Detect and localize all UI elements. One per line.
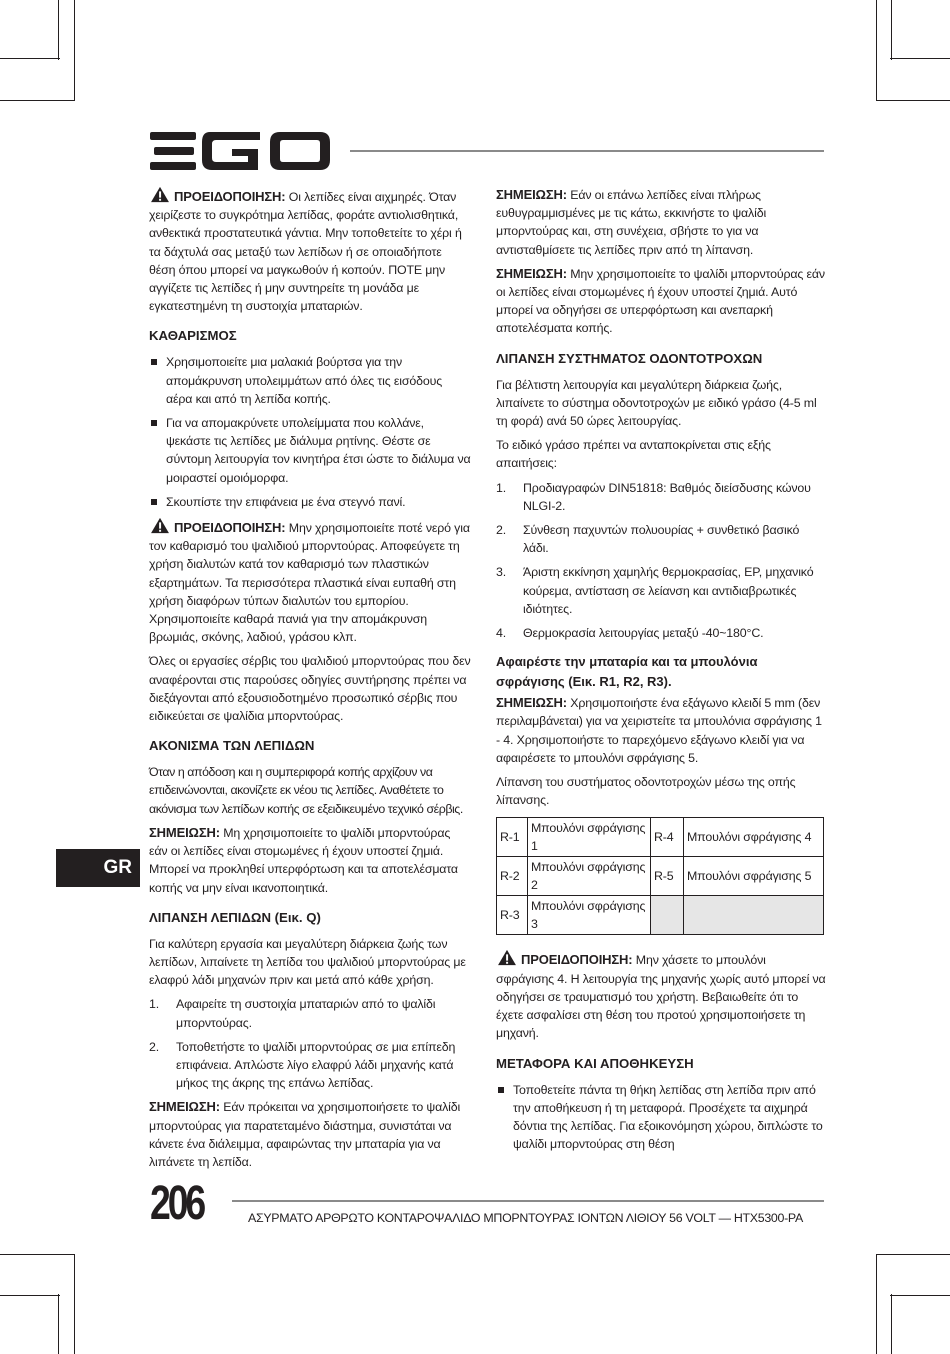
crop-mark <box>74 0 75 100</box>
list-item <box>149 353 471 408</box>
step-text: Τοποθετήστε το ψαλίδι μπορντούρας σε μια επίπεδη επιφάνεια. Απλώστε λίγο ελαφρύ λάδι μηχανής κατά μήκος της άκρης της επάνω λεπίδας. <box>176 1039 456 1091</box>
cleaning-warning <box>149 517 471 646</box>
list-item <box>149 493 471 511</box>
gear-lube-text: Το ειδικό γράσο πρέπει να ανταποκρίνεται στις εξής απαιτήσεις: <box>496 438 771 471</box>
cleaning-bullets <box>149 353 471 511</box>
seal-bolt-table <box>496 817 824 935</box>
bullet-square-icon <box>498 1087 504 1093</box>
step-number: 1. <box>496 480 507 495</box>
storage-bullets <box>496 1081 826 1154</box>
crop-mark <box>876 1254 877 1354</box>
table-row <box>497 896 824 935</box>
storage-heading: ΜΕΤΑΦΟΡΑ ΚΑΙ ΑΠΟΘΗΚΕΥΣΗ <box>496 1055 694 1071</box>
bullet-square-icon <box>151 420 157 426</box>
note-label: ΣΗΜΕΙΩΣΗ: <box>149 824 220 840</box>
table-cell: R-5 <box>651 857 684 896</box>
crop-mark <box>58 1294 59 1354</box>
step-number: 4. <box>496 626 507 641</box>
list-item <box>149 995 471 1031</box>
step-text: Προδιαγραφών DIN51818: Βαθμός διείσδυσης κώνου NLGI-2. <box>523 480 811 513</box>
step-text: Θερμοκρασία λειτουργίας μεταξύ -40~180°C. <box>523 626 764 641</box>
table-cell: Μπουλόνι σφράγισης 4 <box>684 818 824 857</box>
sharpening-note <box>149 824 471 897</box>
list-item <box>496 521 826 557</box>
warning-triangle-icon <box>496 949 518 966</box>
note-text: Εάν οι επάνω λεπίδες είναι πλήρως ευθυγραμμισμένες με τις κάτω, εκκινήστε το ψαλίδι μπορντούρας και, στη συνέχεια, σβήστε το για να αντισταθμίσετε τις λεπίδες πριν από τη λίπανση. <box>496 188 767 257</box>
list-item <box>149 414 471 487</box>
footer-rule <box>232 1200 824 1202</box>
warning-text: Μην χάσετε το μπουλόνι σφράγισης 4. Η λειτουργία της μηχανής χωρίς αυτό μπορεί να οδηγήσει σε τραυματισμό του χρήστη. Βεβαιωθείτε ότι το έχετε ασφαλίσει στη θέση του προτού χρησιμοποιήσετε τη μηχανή. <box>496 953 826 1041</box>
remove-battery-heading: Αφαιρέστε την μπαταρία και τα μπουλόνια σφράγισης (Εικ. R1, R2, R3). <box>496 654 758 690</box>
right-column <box>496 186 826 1159</box>
note-text: Εάν πρόκειται να χρησιμοποιήσετε το ψαλίδι μπορντούρας για παρατεταμένο διάστημα, συνιστάται να κάνετε ένα διάλειμμα, αφαιρώντας την μπαταρία για να λιπάνετε τη λεπίδα. <box>149 1100 461 1169</box>
note-label: ΣΗΜΕΙΩΣΗ: <box>496 265 567 281</box>
crop-mark <box>891 1294 892 1354</box>
service-paragraph: Όλες οι εργασίες σέρβις του ψαλιδιού μπορντούρας που δεν αναφέρονται στις παρούσες οδηγίες συντήρησης πρέπει να διεξάγονται από εξουσιοδοτημένο προσωπικό σέρβις που ειδικεύεται σε ψαλίδια μπορντούρας. <box>149 654 471 724</box>
ego-logo <box>150 130 330 172</box>
warning-text: Μην χρησιμοποιείτε ποτέ νερό για τον καθαρισμό του ψαλιδιού μπορντούρας. Αποφεύγετε τη χρήση διαλυτών κατά τον καθαρισμό των πλαστικών εξαρτημάτων. Τα περισσότερα πλαστικά είναι ευπαθή στη χρήση διαφόρων τύπων διαλυτών του εμπορίου. Χρησιμοποιείτε καθαρά πανιά για την απομάκρυνση βρωμιάς, σκόνης, λαδιού, γράσου κλπ. <box>149 521 470 645</box>
bullet-text: Χρησιμοποιείτε μια μαλακιά βούρτσα για την απομάκρυνση υπολειμμάτων από όλες τις εισόδους αέρα και από τη λεπίδα κοπής. <box>166 355 443 406</box>
bullet-text: Σκουπίστε την επιφάνεια με ένα στεγνό πανί. <box>166 494 406 509</box>
bullet-text: Τοποθετείτε πάντα τη θήκη λεπίδας στη λεπίδα πριν από την αποθήκευση ή τη μεταφορά. Προσέχετε τα αιχμηρά δόντια της λεπίδας. Για εξοικονόμηση χώρου, διπλώστε το ψαλίδι μπορντούρας στη θέση <box>513 1082 823 1152</box>
crop-mark <box>0 1295 60 1296</box>
warning-label: ΠΡΟΕΙΔΟΠΟΙΗΣΗ: <box>521 952 633 968</box>
header-rule <box>350 150 824 152</box>
bullet-square-icon <box>151 359 157 365</box>
blade-lube-steps <box>149 995 471 1092</box>
warning-text: Οι λεπίδες είναι αιχμηρές. Όταν χειρίζεστε το συγκρότημα λεπίδας, φοράτε αντιολισθητικά, ανθεκτικά προστατευτικά γάντια. Μην τοποθετείτε το χέρι ή τα δάχτυλά σας μεταξύ των λεπίδων ή σε οποιαδήποτε θέση όπου μπορεί να μαγκωθούν ή κοπούν. ΠΟΤΕ μην αγγίζετε τις λεπίδες ή μην συντηρείτε τη μονάδα με εγκατεστημένη τη συστοιχία μπαταριών. <box>149 190 462 314</box>
remove-note <box>496 694 826 767</box>
crop-mark <box>0 58 60 59</box>
crop-mark <box>876 0 877 100</box>
footer-title: ΑΣΥΡΜΑΤΟ ΑΡΘΡΩΤΟ ΚΟΝΤΑΡΟΨΑΛΙΔΟ ΜΠΟΡΝΤΟΥΡΑΣ ΙΟΝΤΩΝ ΛΙΘΙΟΥ 56 VOLT — HTX5300-PA <box>248 1211 803 1225</box>
table-cell: R-3 <box>497 896 528 935</box>
page-number: 206 <box>150 1177 204 1230</box>
blade-lube-note <box>149 1098 471 1171</box>
note-label: ΣΗΜΕΙΩΣΗ: <box>496 187 567 202</box>
note-paragraph <box>496 186 826 259</box>
table-cell: R-4 <box>651 818 684 857</box>
left-column <box>149 186 471 1177</box>
table-row <box>497 857 824 896</box>
step-number: 1. <box>149 997 160 1012</box>
sharpening-heading: ΑΚΟΝΙΣΜΑ ΤΩΝ ΛΕΠΙΔΩΝ <box>149 738 315 754</box>
step-number: 3. <box>496 565 507 580</box>
list-item <box>496 479 826 515</box>
sharpening-text: Όταν η απόδοση και η συμπεριφορά κοπής αρχίζουν να επιδεινώνονται, ακονίζετε εκ νέου τις λεπίδες. Αναθέτετε το ακόνισμα των λεπίδων κοπής σε εξειδικευμένο τεχνικό σέρβις. <box>149 765 463 816</box>
table-cell: R-2 <box>497 857 528 896</box>
warning-label: ΠΡΟΕΙΔΟΠΟΙΗΣΗ: <box>174 520 286 536</box>
table-cell: Μπουλόνι σφράγισης 1 <box>528 818 651 857</box>
grease-requirements <box>496 479 826 643</box>
crop-mark <box>890 58 950 59</box>
gear-lube-heading: ΛΙΠΑΝΣΗ ΣΥΣΤΗΜΑΤΟΣ ΟΔΟΝΤΟΤΡΟΧΩΝ <box>496 350 763 366</box>
remove-text: Λίπανση του συστήματος οδοντοτροχών μέσω της οπής λίπανσης. <box>496 775 796 808</box>
warning-label: ΠΡΟΕΙΔΟΠΟΙΗΣΗ: <box>174 189 286 204</box>
step-text: Σύνθεση παχυντών πολυουρίας + συνθετικό βασικό λάδι. <box>523 523 800 556</box>
blade-lube-text: Για καλύτερη εργασία και μεγαλύτερη διάρκεια ζωής των λεπίδων, λιπαίνετε τη λεπίδα του ψαλιδιού μπορντούρας με ελαφρύ λάδι μηχανών πριν και μετά από κάθε χρήση. <box>149 936 466 988</box>
table-row <box>497 818 824 857</box>
note-text: Χρησιμοποιήστε ένα εξάγωνο κλειδί 5 mm (δεν περιλαμβάνεται) για να χειριστείτε τα μπουλόνια σφράγισης 1 - 4. Χρησιμοποιήστε το παρεχόμενο εξάγωνο κλειδί για να αφαιρέσετε το μπουλόνι σφράγισης 5. <box>496 696 822 765</box>
list-item <box>149 1038 471 1093</box>
step-text: Άριστη εκκίνηση χαμηλής θερμοκρασίας, ΕΡ, μηχανικό κούρεμα, αντίσταση σε λείανση και αντιδιαβρωτικές ιδιότητες. <box>523 565 814 616</box>
note-text: Μη χρησιμοποιείτε το ψαλίδι μπορντούρας εάν οι λεπίδες είναι στομωμένες ή έχουν υποστεί ζημιά. Μπορεί να προκληθεί υπερφόρτωση και τα αποτελέσματα κοπής να μην είναι ικανοποιητικά. <box>149 825 458 895</box>
language-tab: GR <box>56 849 140 887</box>
seal-bolt-warning <box>496 949 826 1042</box>
warning-triangle-icon <box>149 517 171 534</box>
note-text: Μην χρησιμοποιείτε το ψαλίδι μπορντούρας εάν οι λεπίδες είναι στομωμένες ή έχουν υποστεί ζημιά. Αυτό μπορεί να οδηγήσει σε υπερφόρτωση και ανεπαρκή αποτελέσματα κοπής. <box>496 266 825 336</box>
table-cell-empty <box>651 896 684 935</box>
crop-mark <box>890 1295 950 1296</box>
table-cell: Μπουλόνι σφράγισης 5 <box>684 857 824 896</box>
list-item <box>496 1081 826 1154</box>
crop-mark <box>58 0 59 60</box>
step-number: 2. <box>149 1039 160 1054</box>
crop-mark <box>0 100 75 101</box>
table-cell: Μπουλόνι σφράγισης 3 <box>528 896 651 935</box>
list-item <box>496 624 826 642</box>
table-cell: R-1 <box>497 818 528 857</box>
gear-lube-text: Για βέλτιστη λειτουργία και μεγαλύτερη διάρκεια ζωής, λιπαίνετε το σύστημα οδοντοτροχών με ειδικό γράσο (4-5 ml τη φορά) ανά 50 ώρες λειτουργίας. <box>496 377 817 429</box>
table-cell: Μπουλόνι σφράγισης 2 <box>528 857 651 896</box>
crop-mark <box>74 1254 75 1354</box>
note-label: ΣΗΜΕΙΩΣΗ: <box>496 695 567 711</box>
list-item <box>496 563 826 618</box>
crop-mark <box>891 0 892 60</box>
crop-mark <box>876 1254 950 1255</box>
note-label: ΣΗΜΕΙΩΣΗ: <box>149 1099 220 1115</box>
bullet-text: Για να απομακρύνετε υπολείμματα που κολλάνε, ψεκάστε τις λεπίδες με διάλυμα ρητίνης. Θέστε σε σύντομη λειτουργία τον κινητήρα έτσι ώστε το διάλυμα να μοιραστεί ομοιόμορφα. <box>166 416 471 485</box>
step-text: Αφαιρείτε τη συστοιχία μπαταριών από το ψαλίδι μπορντούρας. <box>176 997 436 1030</box>
bullet-square-icon <box>151 499 157 505</box>
crop-mark <box>0 1254 75 1255</box>
step-number: 2. <box>496 523 507 538</box>
warning-paragraph <box>149 186 471 315</box>
warning-triangle-icon <box>149 186 171 203</box>
cleaning-heading: ΚΑΘΑΡΙΣΜΟΣ <box>149 328 237 344</box>
blade-lube-heading: ΛΙΠΑΝΣΗ ΛΕΠΙΔΩΝ (Εικ. Q) <box>149 909 321 925</box>
table-cell-empty <box>684 896 824 935</box>
note-paragraph <box>496 265 826 338</box>
crop-mark <box>876 100 950 101</box>
